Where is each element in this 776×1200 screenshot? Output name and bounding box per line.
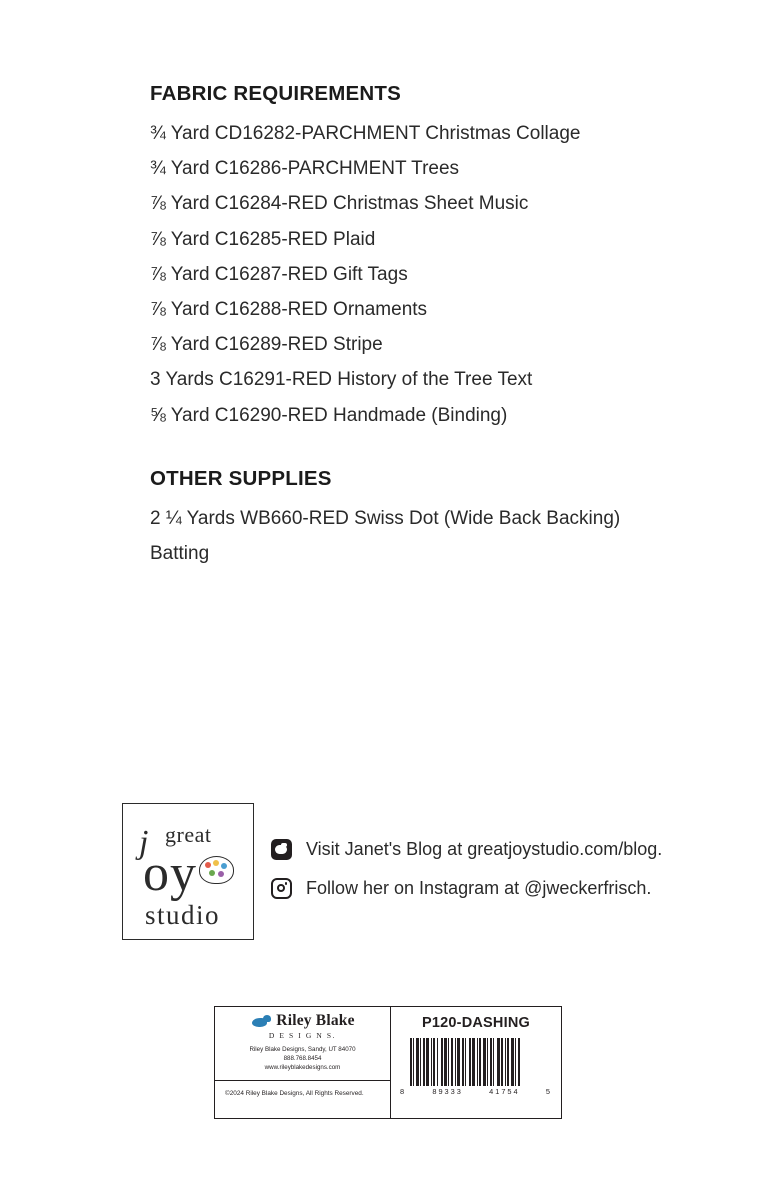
list-item: ⅞ Yard C16285-RED Plaid	[150, 228, 376, 250]
barcode-digits	[400, 1087, 552, 1096]
blogger-icon	[270, 838, 292, 860]
logo-word-great: great	[165, 822, 212, 847]
logo-letter-j: j	[139, 824, 149, 861]
fabric-requirements-list	[150, 116, 670, 433]
other-supplies-title: OTHER SUPPLIES	[150, 466, 332, 490]
list-item: ⅞ Yard C16284-RED Christmas Sheet Music	[150, 193, 529, 215]
blog-link-label: Visit Janet's Blog at greatjoystudio.com/blog.	[306, 838, 663, 859]
list-item: ⅞ Yard C16289-RED Stripe	[150, 334, 383, 356]
label-publisher-block	[215, 1007, 391, 1118]
blog-link-row[interactable]	[270, 838, 690, 860]
instagram-icon	[270, 877, 292, 899]
publisher-subtitle: D E S I G N S.	[268, 1030, 337, 1040]
instagram-link-row[interactable]	[270, 877, 690, 899]
publisher-website: www.rileyblakedesigns.com	[264, 1063, 341, 1071]
section-spacer	[150, 433, 670, 467]
list-item: Batting	[150, 543, 210, 565]
logo-word-joy: oy	[143, 845, 197, 902]
barcode-digit-left: 8	[400, 1087, 407, 1096]
great-joy-studio-logo	[122, 803, 254, 940]
list-item: 2 ¼ Yards WB660-RED Swiss Dot (Wide Back Backing)	[150, 507, 621, 529]
barcode-digit-group1: 89333	[432, 1087, 463, 1096]
barcode-digit-group2: 41754	[489, 1087, 520, 1096]
publisher-name: Riley Blake	[276, 1012, 355, 1029]
instagram-link-label: Follow her on Instagram at @jweckerfrisch.	[306, 877, 652, 898]
list-item: ⅞ Yard C16287-RED Gift Tags	[150, 263, 408, 285]
list-item: ¾ Yard CD16282-PARCHMENT Christmas Collage	[150, 123, 581, 144]
list-item: ¾ Yard C16286-PARCHMENT Trees	[150, 158, 460, 180]
bird-icon	[250, 1015, 272, 1029]
requirements-content	[150, 82, 670, 571]
sku-code: P120-DASHING	[422, 1015, 530, 1031]
publisher-address: Riley Blake Designs, Sandy, UT 84070	[249, 1045, 356, 1053]
list-item: ⅞ Yard C16288-RED Ornaments	[150, 299, 428, 321]
barcode-digit-right: 5	[545, 1087, 552, 1096]
riley-blake-branding	[215, 1007, 390, 1081]
other-supplies-list	[150, 501, 670, 571]
product-label	[214, 1006, 562, 1119]
logo-word-studio: studio	[145, 900, 221, 930]
publisher-phone: 888.768.8454	[283, 1054, 322, 1062]
label-sku-block	[391, 1007, 561, 1118]
list-item: 3 Yards C16291-RED History of the Tree Text	[150, 369, 533, 391]
social-links	[270, 838, 690, 916]
copyright-text: ©2024 Riley Blake Designs, All Rights Reserved.	[225, 1090, 364, 1097]
palette-icon	[199, 856, 234, 884]
fabric-requirements-title: FABRIC REQUIREMENTS	[150, 82, 401, 105]
list-item: ⅝ Yard C16290-RED Handmade (Binding)	[150, 404, 508, 426]
barcode	[410, 1038, 542, 1086]
